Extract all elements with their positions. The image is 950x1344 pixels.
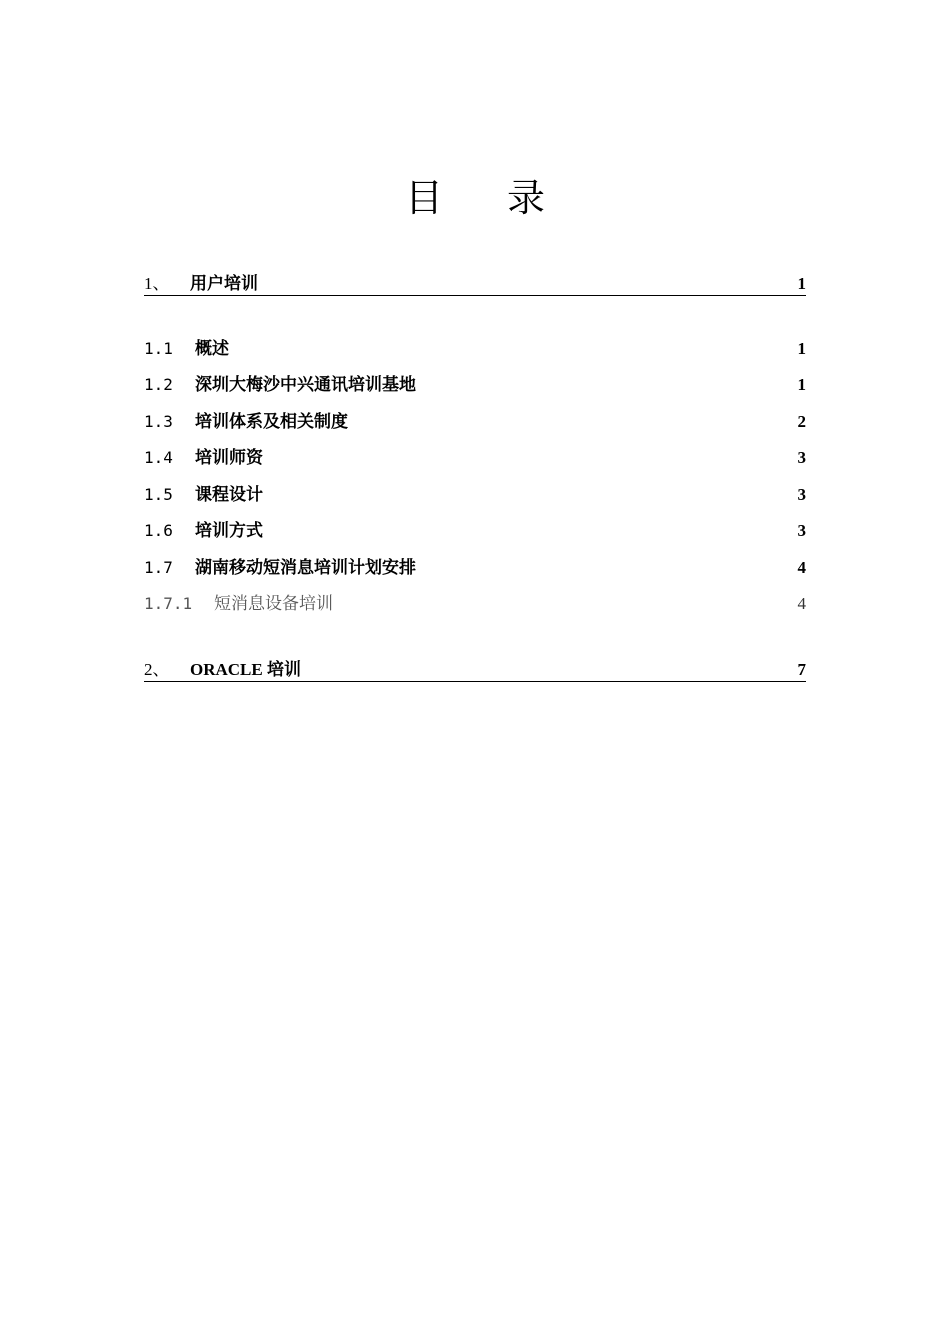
- toc-entry-1-7[interactable]: [144, 556, 806, 580]
- toc-entry-1-6[interactable]: [144, 519, 806, 543]
- toc-number: 2、: [144, 660, 170, 679]
- toc-page-number: 3: [797, 448, 806, 467]
- toc-label: 课程设计: [195, 485, 263, 505]
- toc-number: 1.6: [144, 521, 173, 540]
- toc-page-number: 1: [797, 339, 806, 358]
- toc-label: 用户培训: [190, 274, 258, 293]
- toc-label: 短消息设备培训: [214, 594, 333, 614]
- title-char-2: 录: [507, 176, 546, 220]
- toc-number: 1.3: [144, 412, 173, 431]
- toc-page-number: 7: [797, 660, 806, 679]
- toc-page-number: 4: [797, 594, 806, 613]
- toc-label: 深圳大梅沙中兴通讯培训基地: [195, 375, 416, 395]
- toc-page-number: 2: [797, 412, 806, 431]
- toc-label: 湖南移动短消息培训计划安排: [195, 558, 416, 578]
- toc-page-number: 3: [797, 521, 806, 540]
- toc-number: 1、: [144, 274, 170, 293]
- toc-number: 1.7.1: [144, 594, 193, 613]
- toc-entry-1-4[interactable]: [144, 446, 806, 470]
- toc-number: 1.5: [144, 485, 173, 504]
- toc-page-number: 1: [797, 274, 806, 293]
- toc-entry-1-2[interactable]: [144, 373, 806, 397]
- toc-label: ORACLE 培训: [190, 660, 301, 679]
- toc-entry-1-1[interactable]: [144, 337, 806, 361]
- toc-number: 1.2: [144, 375, 173, 394]
- toc-label: 概述: [195, 339, 229, 359]
- toc-entry-chapter-1[interactable]: [144, 272, 806, 296]
- title-char-1: 目: [404, 176, 443, 220]
- toc-number: 1.7: [144, 558, 173, 577]
- toc-number: 1.1: [144, 339, 173, 358]
- toc-page-number: 4: [797, 558, 806, 577]
- toc-entry-1-3[interactable]: [144, 410, 806, 434]
- toc-entry-1-5[interactable]: [144, 483, 806, 507]
- toc-label: 培训体系及相关制度: [195, 412, 348, 432]
- toc-label: 培训师资: [195, 448, 263, 468]
- toc-page-number: 3: [797, 485, 806, 504]
- toc-label: 培训方式: [195, 521, 263, 541]
- toc-number: 1.4: [144, 448, 173, 467]
- toc-page-number: 1: [797, 375, 806, 394]
- toc-entry-1-7-1[interactable]: [144, 592, 806, 616]
- page-title: [0, 172, 950, 224]
- toc-entry-chapter-2[interactable]: [144, 658, 806, 682]
